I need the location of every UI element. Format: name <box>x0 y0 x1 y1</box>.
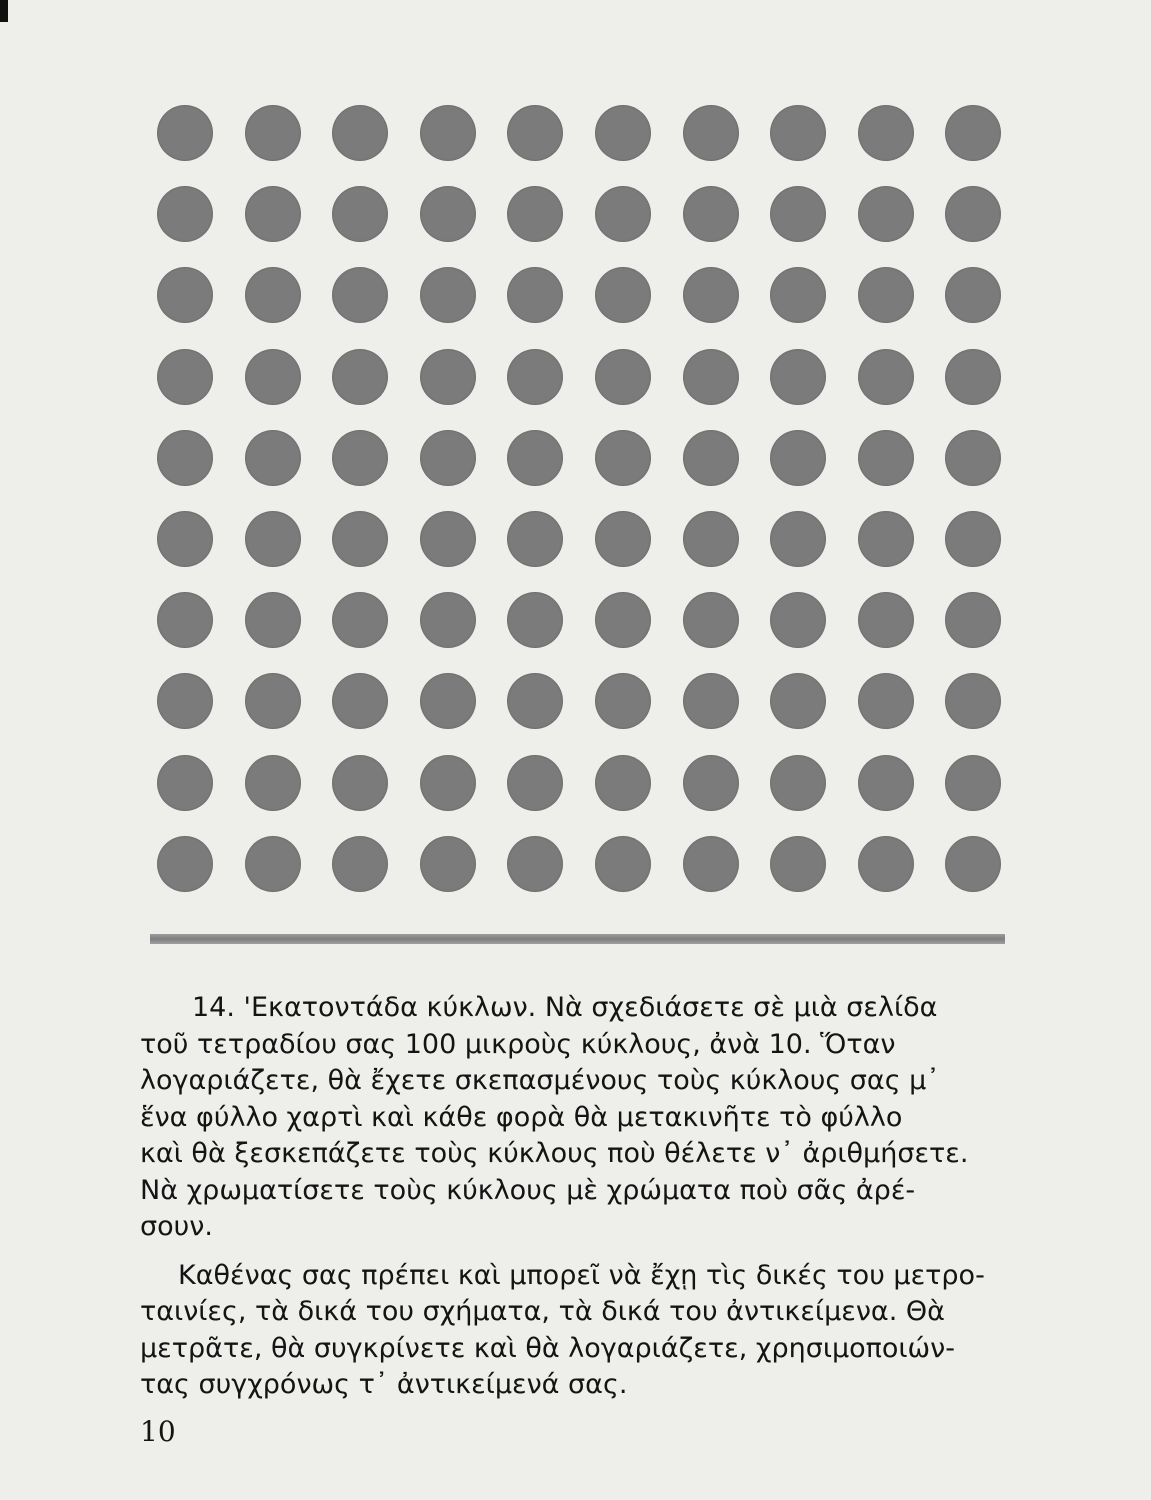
circle <box>157 836 213 892</box>
circle <box>858 430 914 486</box>
circle <box>945 755 1001 811</box>
circle <box>858 673 914 729</box>
circle <box>157 673 213 729</box>
circle <box>683 592 739 648</box>
circle <box>770 349 826 405</box>
circle <box>683 755 739 811</box>
circle <box>507 186 563 242</box>
text-line: Νὰ χρωματίσετε τοὺς κύκλους μὲ χρώματα ποὺ σᾶς ἀρέ- <box>140 1174 916 1206</box>
circle <box>595 836 651 892</box>
circle <box>683 267 739 323</box>
exercise-number: 14. <box>192 992 235 1023</box>
circle <box>945 105 1001 161</box>
circle <box>858 349 914 405</box>
circle <box>770 592 826 648</box>
circle <box>420 349 476 405</box>
circle <box>332 755 388 811</box>
circle <box>595 349 651 405</box>
circle <box>420 186 476 242</box>
circle <box>245 349 301 405</box>
circle <box>683 836 739 892</box>
circle <box>858 836 914 892</box>
circle <box>945 592 1001 648</box>
circle <box>507 511 563 567</box>
circle <box>858 592 914 648</box>
circle <box>770 755 826 811</box>
circle <box>507 430 563 486</box>
closing-paragraph <box>140 1258 1010 1404</box>
circle <box>945 836 1001 892</box>
circle <box>245 673 301 729</box>
circle <box>420 755 476 811</box>
circle <box>157 105 213 161</box>
text-line: σουν. <box>140 1211 213 1242</box>
circle <box>245 511 301 567</box>
text-line <box>140 990 1010 1027</box>
circle <box>507 349 563 405</box>
circle <box>770 673 826 729</box>
circle <box>157 755 213 811</box>
circle <box>157 186 213 242</box>
circle <box>683 186 739 242</box>
circle <box>683 673 739 729</box>
circle <box>507 755 563 811</box>
circle <box>945 430 1001 486</box>
circle <box>245 105 301 161</box>
text-line: Καθένας σας πρέπει καὶ μπορεῖ νὰ ἔχῃ τὶς δικές του μετρο- <box>178 1259 985 1291</box>
circle <box>157 267 213 323</box>
text-line: τας συγχρόνως τ᾽ ἀντικείμενά σας. <box>140 1369 628 1400</box>
circle <box>420 511 476 567</box>
circle <box>245 836 301 892</box>
circle <box>858 267 914 323</box>
circle <box>595 267 651 323</box>
circle <box>770 186 826 242</box>
text-line-content: 'Εκατοντάδα κύκλων. Νὰ σχεδιάσετε σὲ μιὰ σελίδα <box>243 992 938 1023</box>
circle <box>858 755 914 811</box>
circle <box>770 836 826 892</box>
circle <box>945 267 1001 323</box>
circle <box>420 105 476 161</box>
circle <box>683 511 739 567</box>
circle <box>507 267 563 323</box>
circle <box>332 592 388 648</box>
circle <box>595 511 651 567</box>
text-line: λογαριάζετε, θὰ ἔχετε σκεπασμένους τοὺς κύκλους σας μ᾽ <box>140 1065 940 1096</box>
circle <box>945 673 1001 729</box>
divider-rule <box>150 934 1005 944</box>
text-line: ταινίες, τὰ δικά του σχήματα, τὰ δικά του ἀντικείμενα. Θὰ <box>140 1296 945 1327</box>
circle <box>683 349 739 405</box>
page-number: 10 <box>140 1415 176 1448</box>
circle <box>595 673 651 729</box>
circle <box>332 836 388 892</box>
circle <box>595 186 651 242</box>
circle <box>420 836 476 892</box>
circle <box>770 511 826 567</box>
circle <box>683 105 739 161</box>
circle <box>945 186 1001 242</box>
circle <box>770 105 826 161</box>
circle <box>507 673 563 729</box>
circle <box>595 105 651 161</box>
circle <box>332 186 388 242</box>
circle <box>245 186 301 242</box>
circle <box>945 349 1001 405</box>
circle <box>507 592 563 648</box>
circle <box>157 511 213 567</box>
circle <box>420 430 476 486</box>
exercise-paragraph <box>140 990 1010 1246</box>
circle <box>332 673 388 729</box>
circle <box>157 349 213 405</box>
circle <box>332 349 388 405</box>
circle <box>332 267 388 323</box>
circle <box>595 592 651 648</box>
circle <box>507 105 563 161</box>
circle <box>420 673 476 729</box>
circle <box>420 592 476 648</box>
text-line: ἕνα φύλλο χαρτὶ καὶ κάθε φορὰ θὰ μετακινῆτε τὸ φύλλο <box>140 1101 903 1133</box>
circle <box>770 267 826 323</box>
circle <box>595 755 651 811</box>
circle <box>595 430 651 486</box>
circle <box>245 755 301 811</box>
circle <box>245 267 301 323</box>
circle <box>770 430 826 486</box>
circle <box>157 430 213 486</box>
circle <box>858 105 914 161</box>
circle <box>507 836 563 892</box>
circle <box>858 511 914 567</box>
circle <box>420 267 476 323</box>
circle <box>332 511 388 567</box>
circle <box>157 592 213 648</box>
text-line: μετρᾶτε, θὰ συγκρίνετε καὶ θὰ λογαριάζετε, χρησιμοποιών- <box>140 1332 955 1364</box>
circle <box>245 430 301 486</box>
circle <box>332 430 388 486</box>
circle <box>945 511 1001 567</box>
circle <box>332 105 388 161</box>
circle <box>858 186 914 242</box>
text-line: καὶ θὰ ξεσκεπάζετε τοὺς κύκλους ποὺ θέλετε ν᾽ ἀριθμήσετε. <box>140 1138 969 1169</box>
circle <box>245 592 301 648</box>
exercise-text <box>140 990 1010 1404</box>
text-line: τοῦ τετραδίου σας 100 μικροὺς κύκλους, ἀνὰ 10. Ὅταν <box>140 1028 896 1060</box>
circle <box>683 430 739 486</box>
